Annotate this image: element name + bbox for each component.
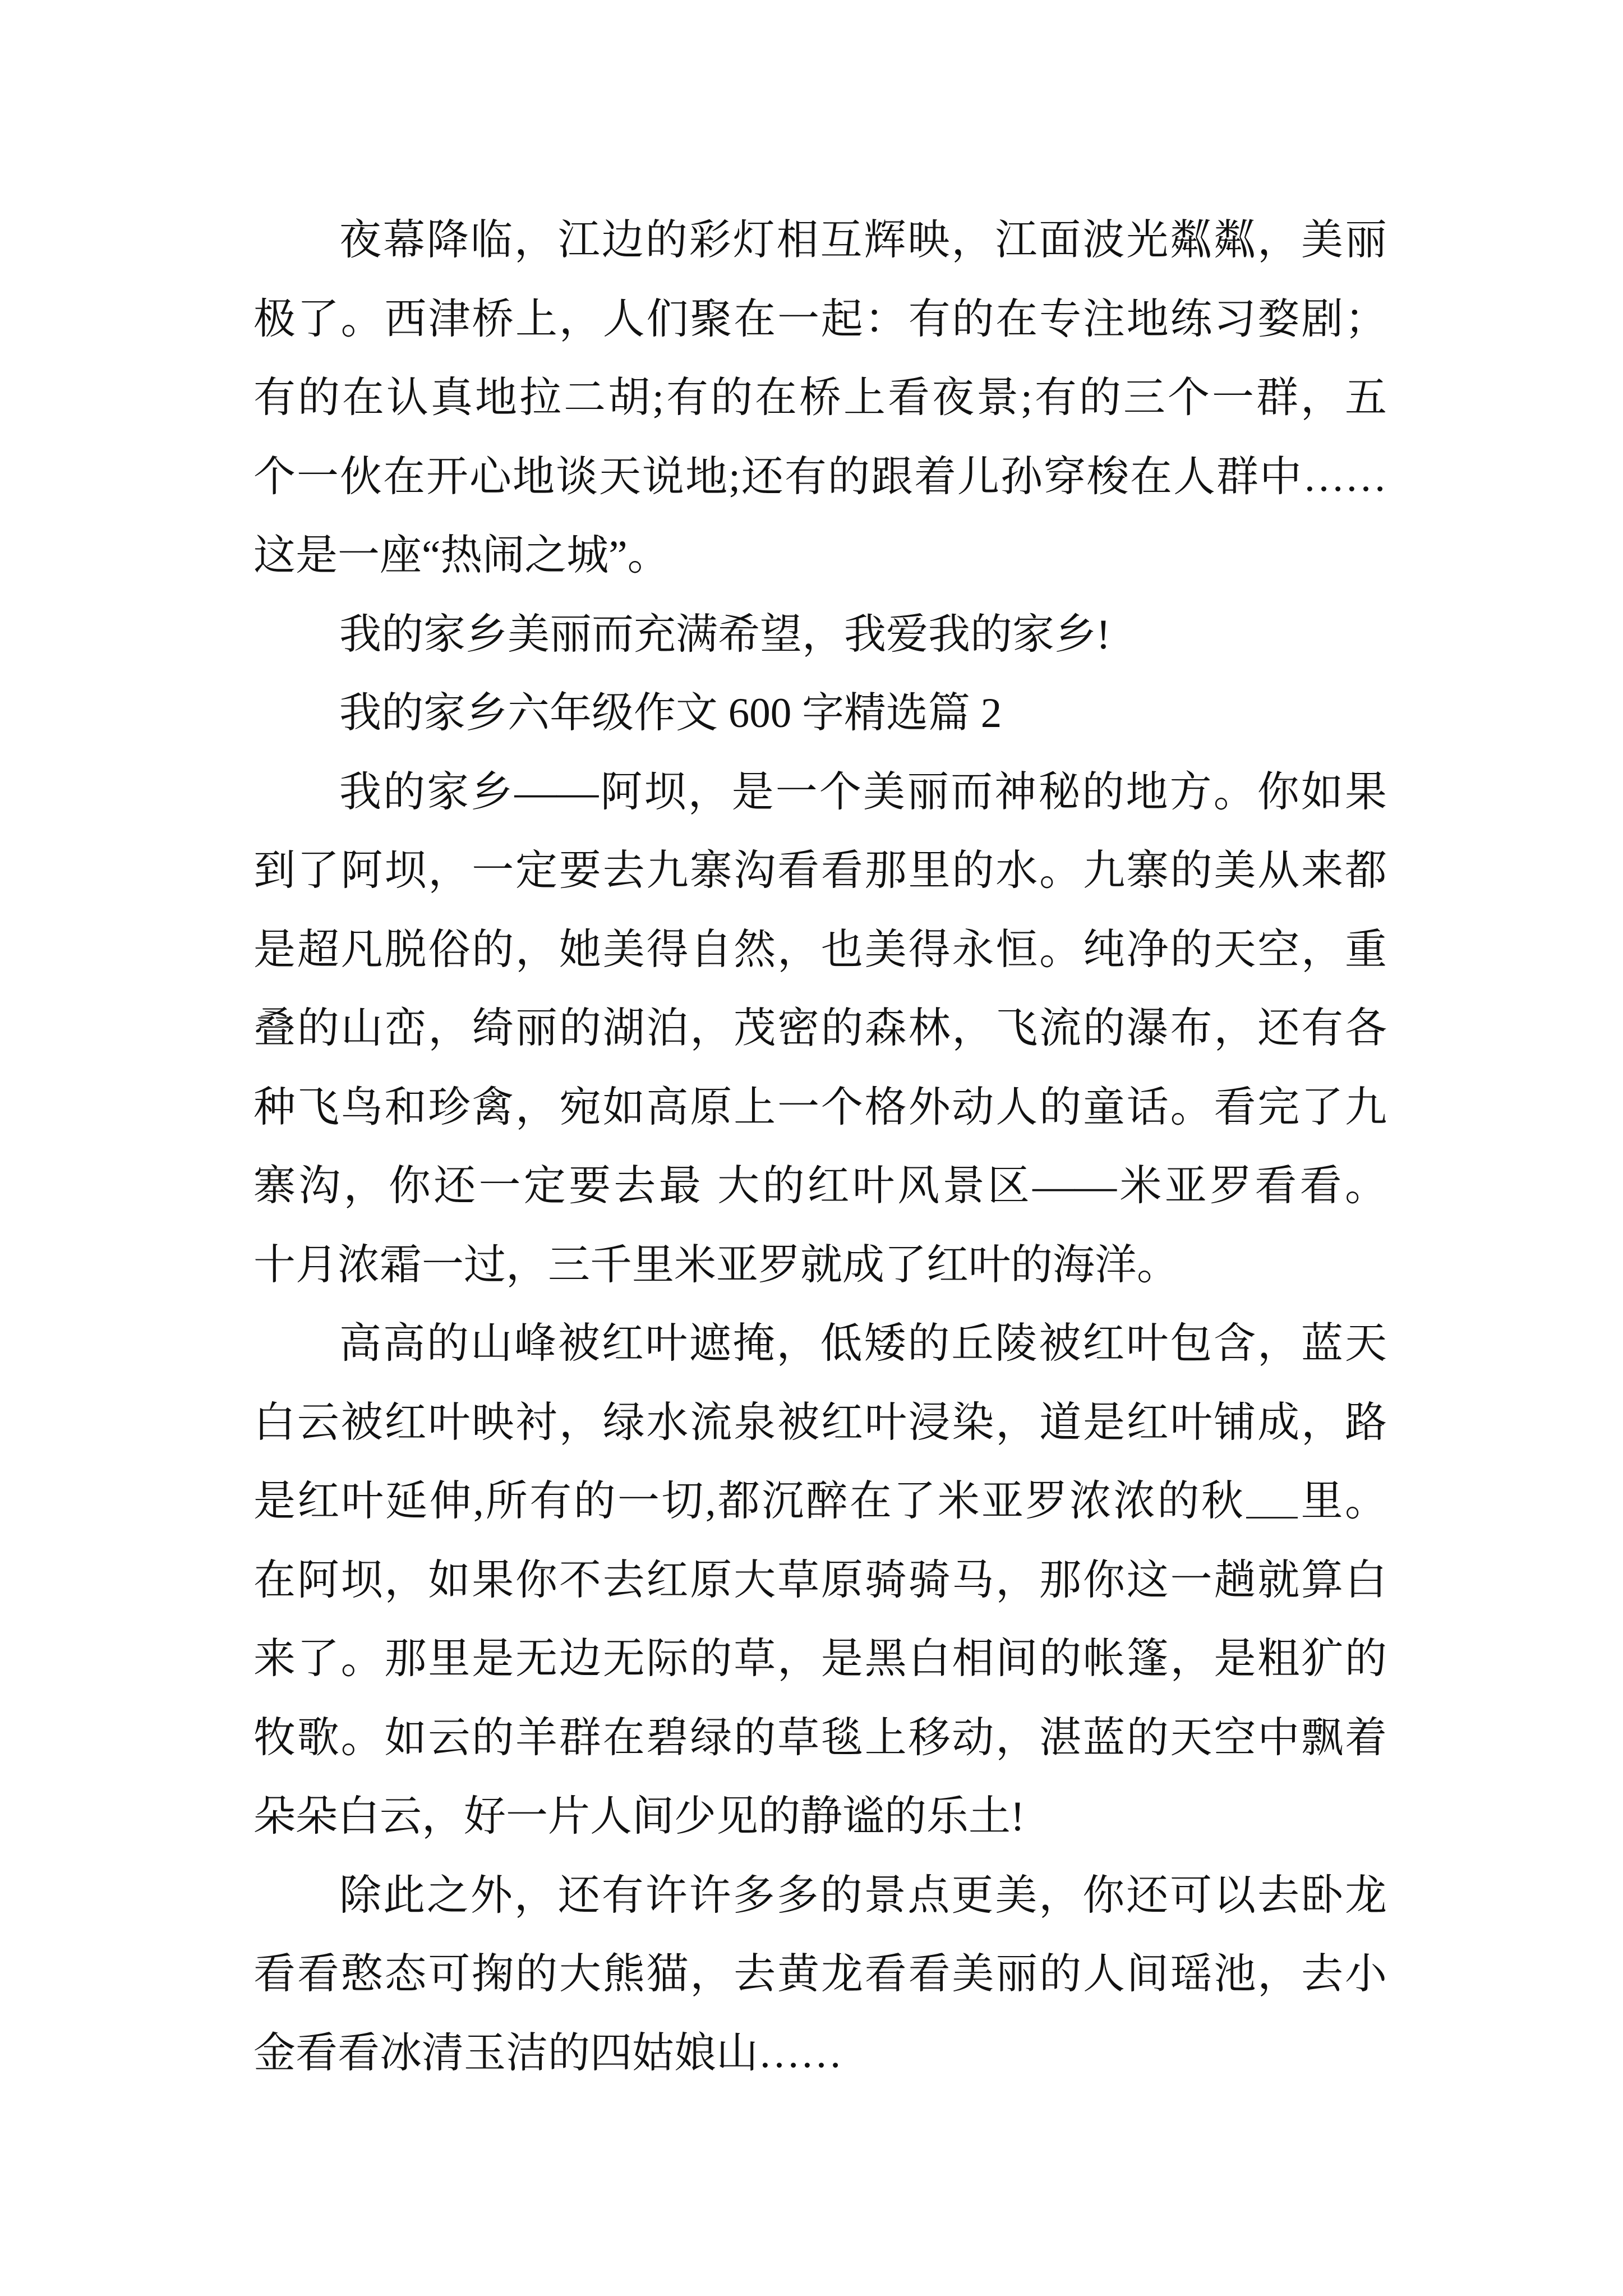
text-line: 看看憨态可掬的大熊猫，去黄龙看看美丽的人间瑶池，去小 (253, 1951, 1387, 1998)
paragraph (253, 201, 1387, 596)
paragraph (253, 1305, 1387, 1857)
text-line: 牧歌。如云的羊群在碧绿的草毯上移动，湛蓝的天空中飘着 (253, 1714, 1387, 1761)
text-segment: 是红叶延伸,所有的一切,都沉醉在了米亚罗浓浓的秋 (253, 1478, 1246, 1525)
text-line: 在阿坝，如果你不去红原大草原骑骑马，那你这一趟就算白 (253, 1557, 1387, 1604)
text-line: 夜幕降临，江边的彩灯相互辉映，江面波光粼粼，美丽 (339, 217, 1387, 264)
text-line: 到了阿坝，一定要去九寨沟看看那里的水。九寨的美从来都 (253, 848, 1387, 894)
section-heading (253, 674, 1387, 753)
text-line: 我的家乡——阿坝，是一个美丽而神秘的地方。你如果 (339, 769, 1387, 816)
text-line: 来了。那里是无边无际的草，是黑白相间的帐篷，是粗犷的 (253, 1636, 1387, 1682)
text-line: 有的在认真地拉二胡;有的在桥上看夜景;有的三个一群，五 (253, 375, 1387, 421)
text-segment: 里。 (1299, 1478, 1387, 1525)
text-line-with-blank (253, 1462, 1387, 1542)
text-line: 十月浓霜一过，三千里米亚罗就成了红叶的海洋。 (253, 1241, 1179, 1289)
heading-line: 我的家乡六年级作文 600 字精选篇 2 (339, 690, 1002, 737)
text-line: 这是一座“热闹之城”。 (253, 532, 670, 579)
text-line: 朵朵白云，好一片人间少见的静谧的乐土! (253, 1793, 1025, 1840)
text-line: 高高的山峰被红叶遮掩，低矮的丘陵被红叶包含，蓝天 (339, 1320, 1387, 1367)
text-line: 我的家乡美丽而充满希望，我爱我的家乡! (339, 611, 1110, 658)
paragraph (253, 1857, 1387, 2093)
fill-in-blank (1246, 1515, 1298, 1519)
paragraph (253, 596, 1387, 675)
document-body (253, 201, 1387, 2093)
text-line: 个一伙在开心地谈天说地;还有的跟着儿孙穿梭在人群中…… (253, 453, 1387, 500)
text-line: 极了。西津桥上，人们聚在一起：有的在专注地练习婺剧； (253, 296, 1387, 343)
text-line: 种飞鸟和珍禽，宛如高原上一个格外动人的童话。看完了九 (253, 1084, 1387, 1131)
text-line: 白云被红叶映衬，绿水流泉被红叶浸染，道是红叶铺成，路 (253, 1399, 1387, 1446)
text-line: 是超凡脱俗的，她美得自然，也美得永恒。纯净的天空，重 (253, 926, 1387, 973)
text-line: 除此之外，还有许许多多的景点更美，你还可以去卧龙 (339, 1872, 1387, 1919)
text-line: 金看看冰清玉洁的四姑娘山…… (253, 2030, 843, 2077)
paragraph (253, 753, 1387, 1305)
text-line: 叠的山峦，绮丽的湖泊，茂密的森林，飞流的瀑布，还有各 (253, 1005, 1387, 1052)
text-line: 寨沟，你还一定要去最 大的红叶风景区——米亚罗看看。 (253, 1163, 1387, 1209)
